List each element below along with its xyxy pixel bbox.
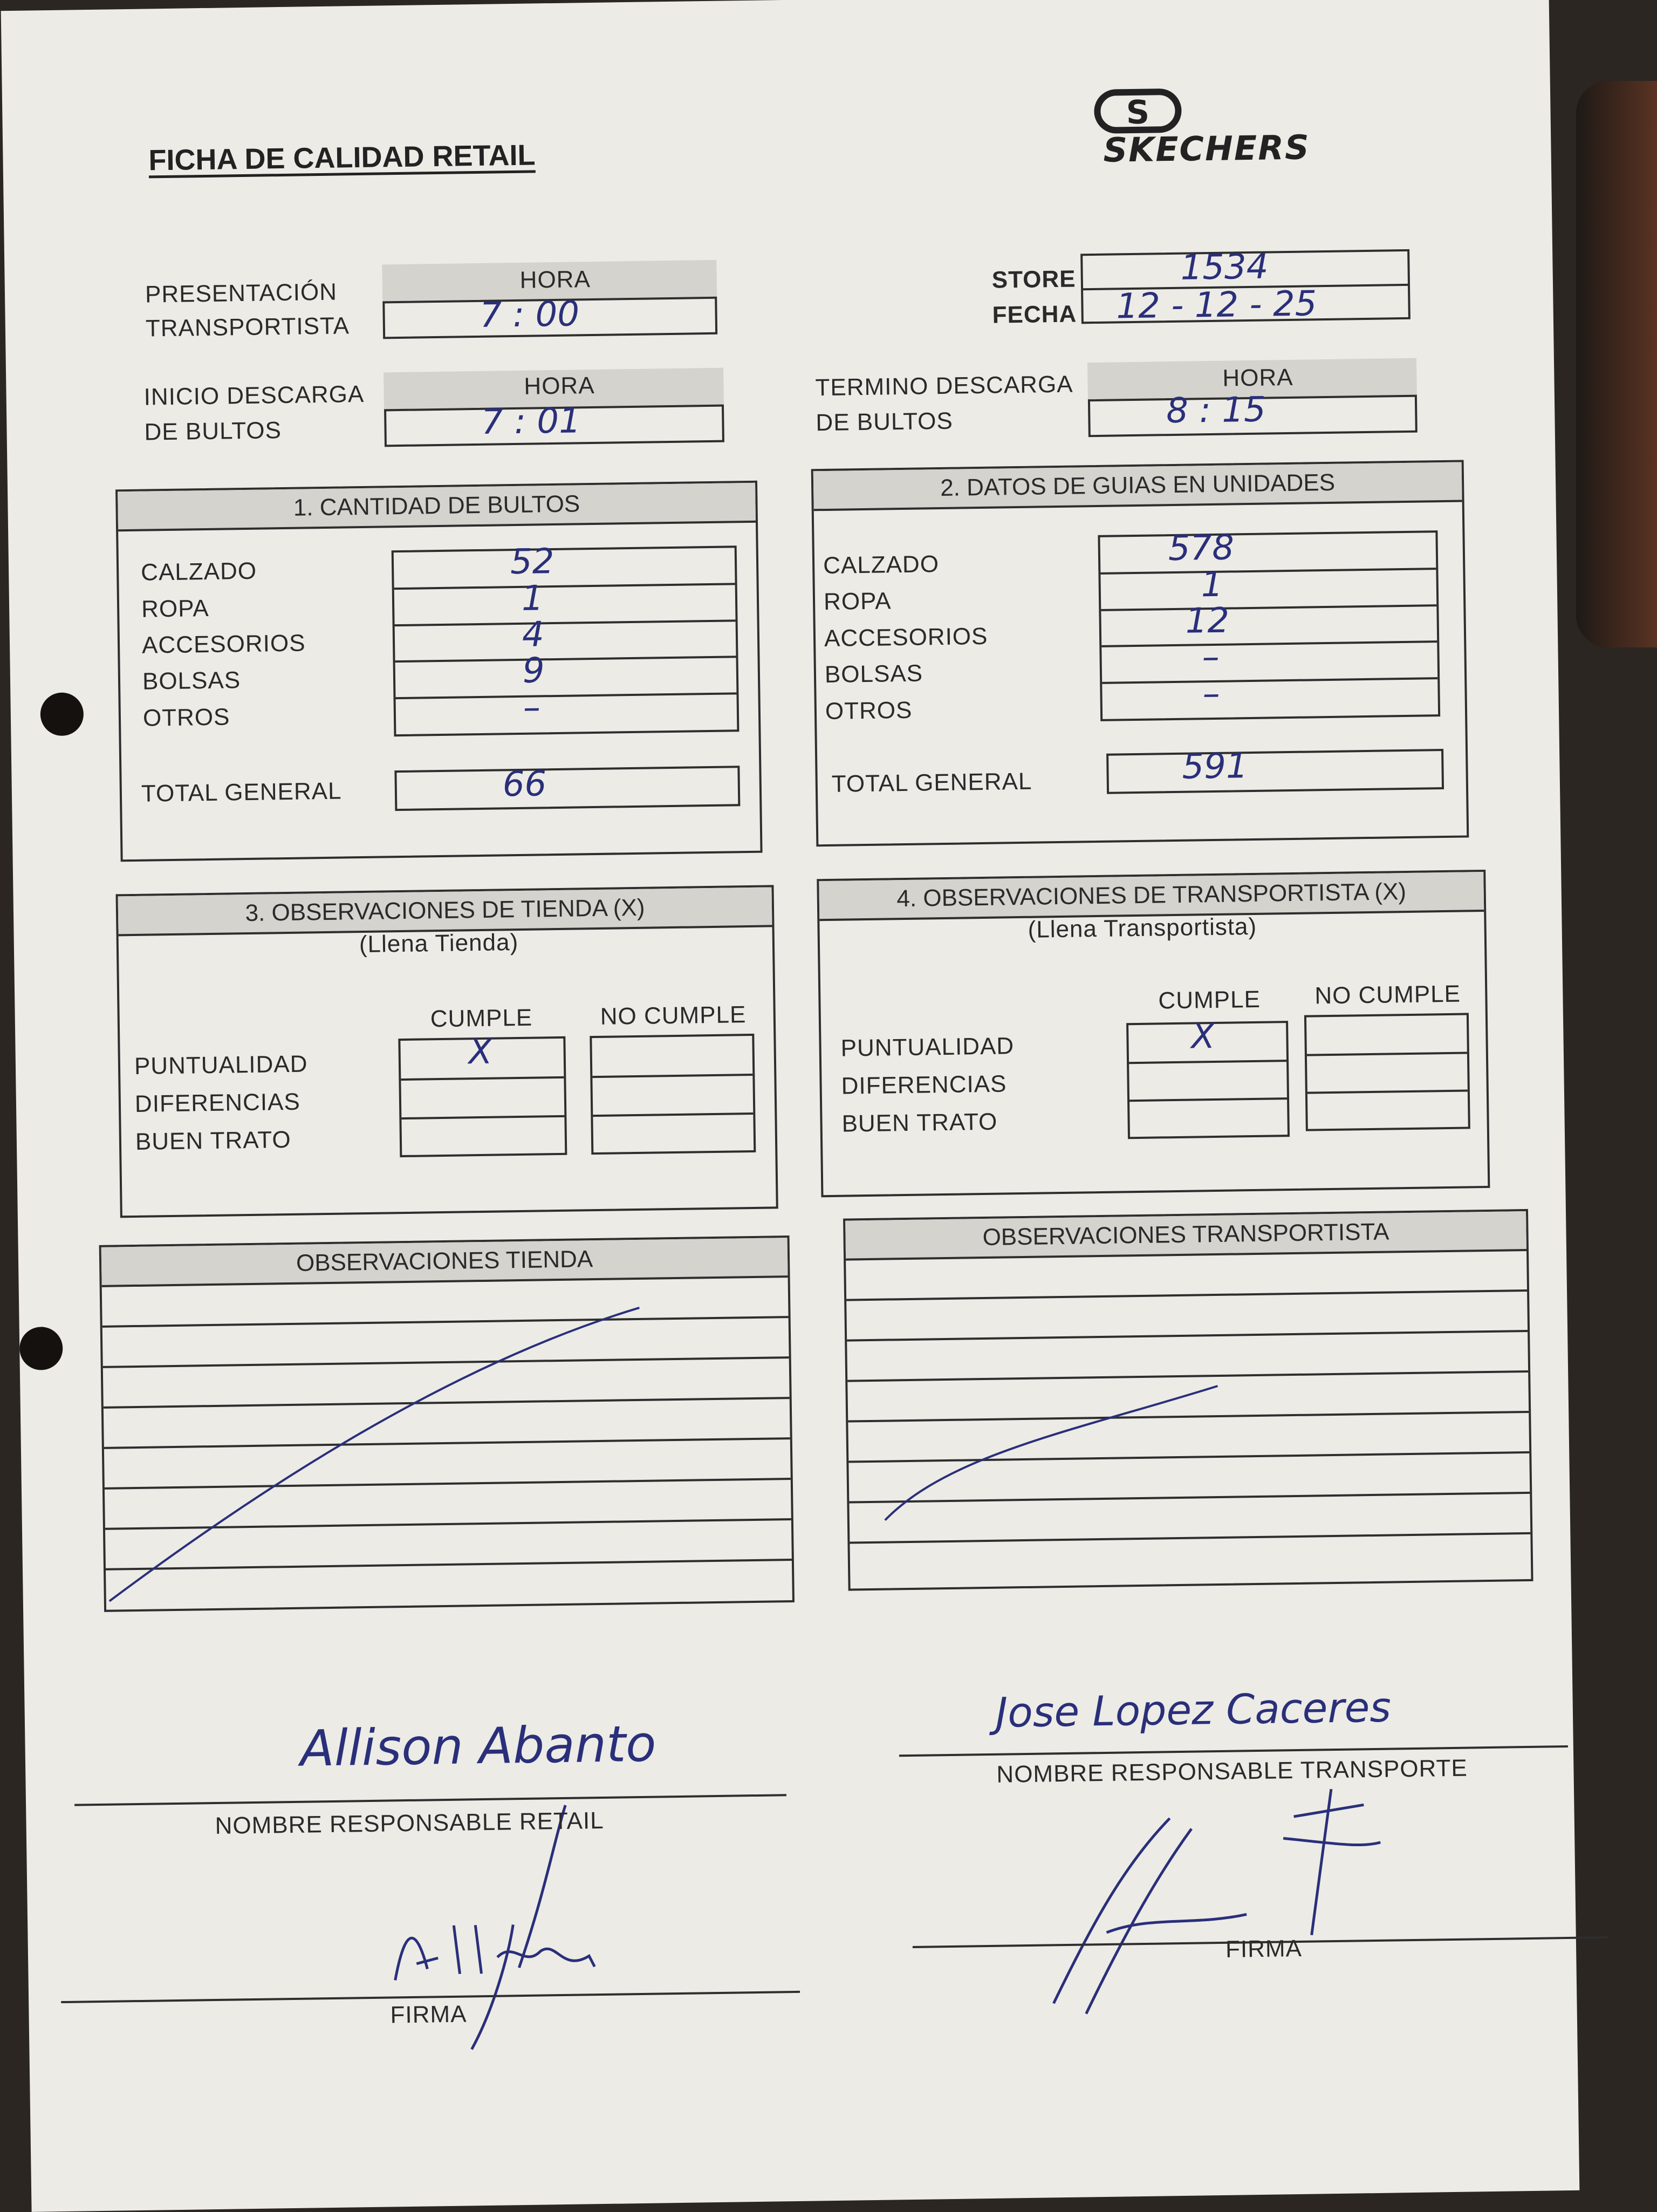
total-general-label: TOTAL GENERAL — [141, 777, 342, 807]
puntualidad-cumple-mark: X — [468, 1032, 493, 1073]
calzado-label: CALZADO — [140, 557, 257, 586]
fecha-value: 12 - 12 - 25 — [1115, 284, 1317, 327]
bolsas-label: BOLSAS — [142, 667, 241, 695]
otros-label: OTROS — [825, 697, 913, 725]
accesorios-value: 4 — [522, 615, 545, 655]
transportista-label: TRANSPORTISTA — [145, 312, 350, 342]
ropa-value: 1 — [1201, 564, 1223, 605]
inicio-descarga-label: INICIO DESCARGA — [143, 380, 365, 411]
store-value: 1534 — [1180, 247, 1269, 288]
puntualidad-label: PUNTUALIDAD — [134, 1050, 308, 1080]
buen-trato-label: BUEN TRATO — [841, 1108, 998, 1137]
accesorios-label: ACCESORIOS — [824, 623, 988, 652]
retail-name-handwritten: Allison Abanto — [299, 1715, 657, 1778]
section-title: 1. CANTIDAD DE BULTOS — [118, 483, 756, 531]
calzado-value: 52 — [510, 542, 554, 583]
section-title: OBSERVACIONES TIENDA — [101, 1238, 788, 1287]
termino-descarga-label: TERMINO DESCARGA — [815, 371, 1073, 401]
bolsas-label: BOLSAS — [824, 660, 923, 688]
quality-form-sheet — [1, 0, 1580, 2212]
transport-name-handwritten: Jose Lopez Caceres — [995, 1683, 1392, 1737]
puntualidad-cumple-mark: X — [1190, 1016, 1215, 1057]
buen-trato-label: BUEN TRATO — [135, 1126, 291, 1155]
section-title: 4. OBSERVACIONES DE TRANSPORTISTA (X) — [819, 872, 1484, 921]
otros-value: – — [523, 687, 541, 728]
hand-background — [1576, 81, 1657, 647]
total-guias-value: 591 — [1181, 746, 1249, 787]
llena-transportista-label: (Llena Transportista) — [1028, 913, 1257, 943]
diferencias-label: DIFERENCIAS — [134, 1088, 301, 1117]
inicio-time-value: 7 : 01 — [481, 401, 581, 442]
retail-name-label: NOMBRE RESPONSABLE RETAIL — [215, 1807, 604, 1840]
section-title: OBSERVACIONES TRANSPORTISTA — [845, 1211, 1526, 1261]
hora-label: HORA — [1222, 364, 1293, 392]
transport-firma-label: FIRMA — [1225, 1935, 1303, 1963]
ropa-value: 1 — [521, 578, 544, 619]
cumple-header: CUMPLE — [430, 1004, 533, 1033]
llena-tienda-label: (Llena Tienda) — [359, 929, 519, 958]
hora-label: HORA — [519, 266, 591, 293]
no-cumple-header: NO CUMPLE — [600, 1001, 747, 1030]
cumple-header: CUMPLE — [1158, 986, 1261, 1014]
presentacion-time-value: 7 : 00 — [480, 294, 580, 336]
svg-text:S: S — [1126, 93, 1150, 132]
transport-name-label: NOMBRE RESPONSABLE TRANSPORTE — [996, 1754, 1468, 1788]
bolsas-value: – — [1202, 637, 1220, 678]
otros-label: OTROS — [142, 704, 230, 732]
section-title: 3. OBSERVACIONES DE TIENDA (X) — [118, 887, 772, 936]
store-label: STORE — [991, 265, 1076, 293]
fecha-label: FECHA — [992, 301, 1077, 329]
presentacion-label: PRESENTACIÓN — [145, 278, 338, 308]
bolsas-value: 9 — [522, 651, 545, 691]
hora-label: HORA — [524, 372, 595, 400]
brand-name: SKECHERS — [1103, 127, 1311, 170]
inicio-bultos-label: DE BULTOS — [144, 417, 282, 446]
form-title: FICHA DE CALIDAD RETAIL — [148, 139, 536, 177]
calzado-label: CALZADO — [823, 551, 940, 579]
pen-strokes — [1, 0, 1580, 2212]
termino-bultos-label: DE BULTOS — [816, 407, 954, 436]
section-title: 2. DATOS DE GUIAS EN UNIDADES — [813, 462, 1462, 511]
puntualidad-label: PUNTUALIDAD — [840, 1033, 1015, 1062]
total-bultos-value: 66 — [502, 764, 547, 805]
accesorios-label: ACCESORIOS — [141, 630, 306, 659]
termino-time-value: 8 : 15 — [1166, 390, 1266, 432]
no-cumple-header: NO CUMPLE — [1314, 980, 1461, 1009]
calzado-value: 578 — [1168, 528, 1235, 569]
retail-firma-label: FIRMA — [390, 2001, 467, 2029]
accesorios-value: 12 — [1185, 600, 1230, 641]
diferencias-label: DIFERENCIAS — [841, 1070, 1007, 1100]
ropa-label: ROPA — [823, 588, 892, 616]
total-general-label: TOTAL GENERAL — [831, 768, 1032, 797]
ropa-label: ROPA — [141, 595, 209, 623]
otros-value: – — [1202, 673, 1221, 714]
